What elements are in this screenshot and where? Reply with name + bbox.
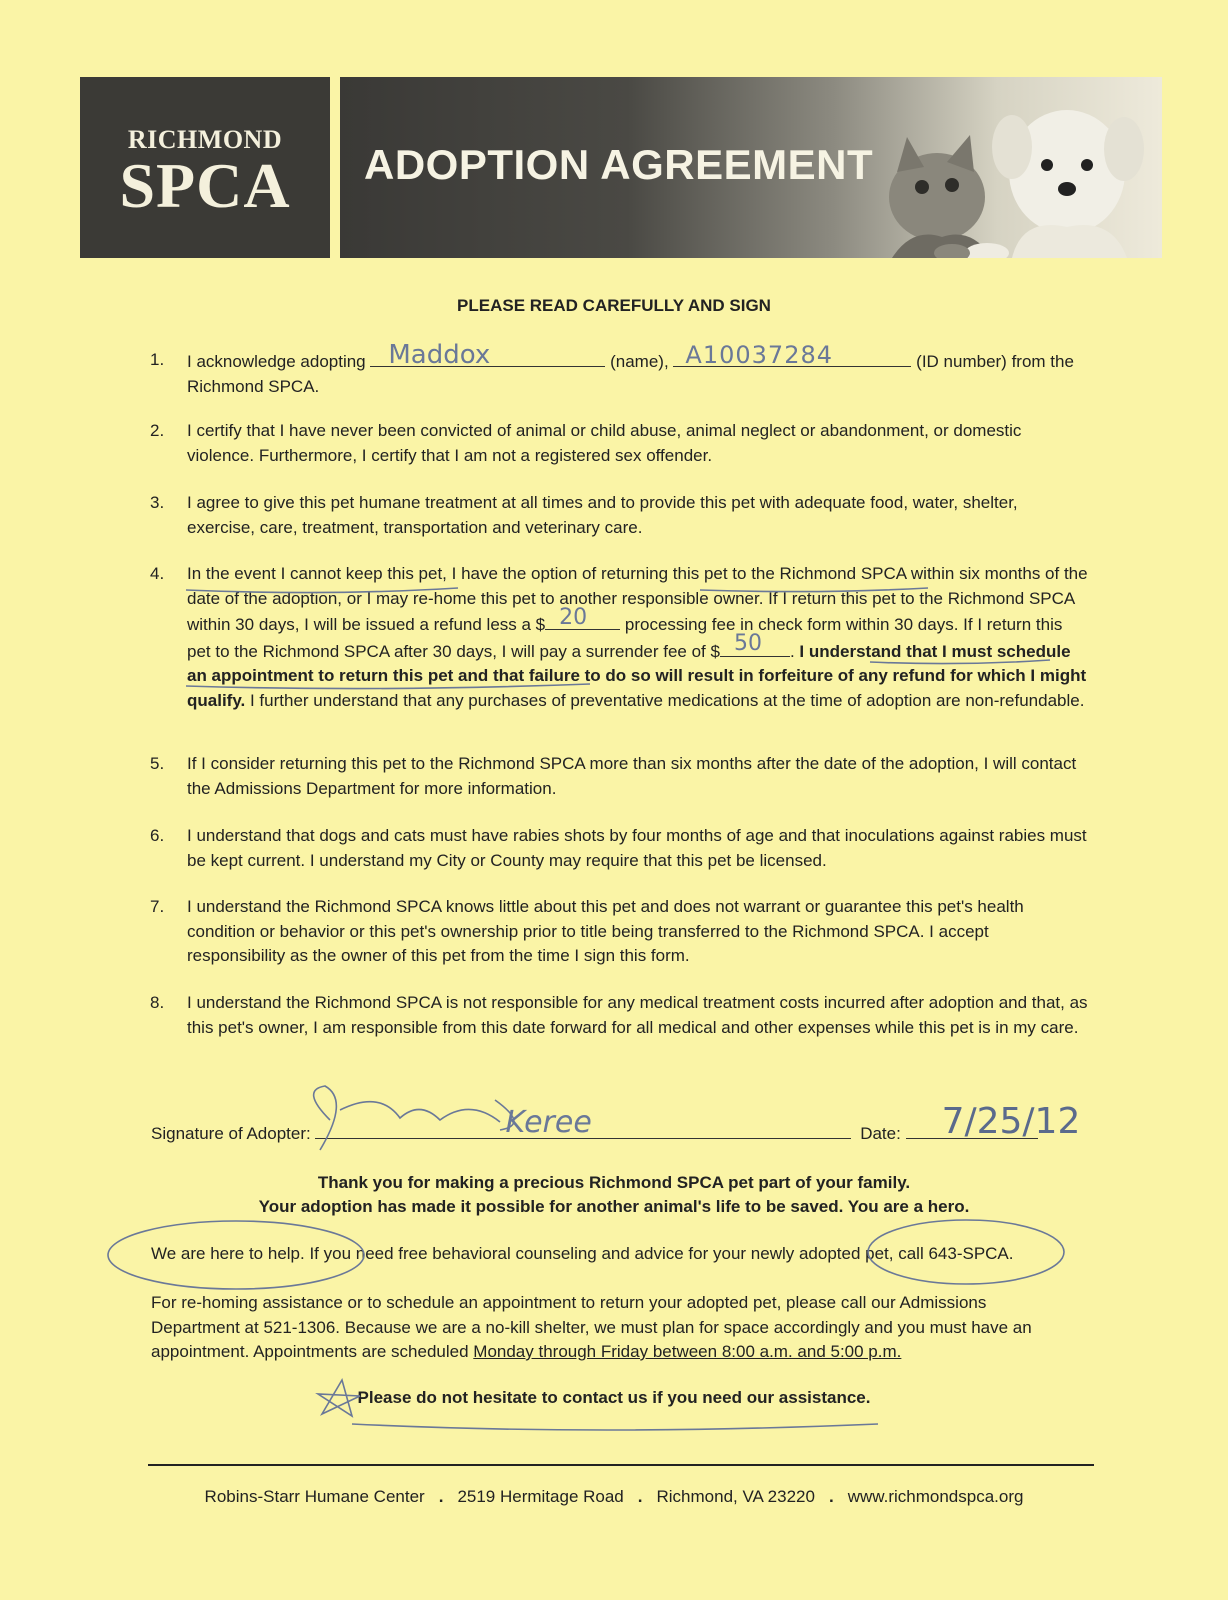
footer: Robins-Starr Humane Center . 2519 Hermitage Road . Richmond, VA 23220 . www.richmondspca.org — [204, 1487, 1024, 1506]
clause-text: I certify that I have never been convicted of animal or child abuse, animal neglect or abandonment, or domestic violence. Furthermore, I certify that I am not a registered sex offender. — [187, 421, 1022, 465]
signature-field[interactable] — [315, 1105, 851, 1140]
thank-you-line-1: Thank you for making a precious Richmond SPCA pet part of your family. — [317, 1173, 911, 1192]
clause-4 — [150, 562, 1090, 713]
office-hours: Monday through Friday between 8:00 a.m. and 5:00 p.m. — [473, 1342, 902, 1361]
spca-logo — [80, 77, 330, 258]
clause-7 — [150, 895, 1090, 969]
clause-text: I understand the Richmond SPCA is not responsible for any medical treatment costs incurred after adoption and that, as this pet's owner, I am responsible from this date forward for all medical and other expenses while this pet is in my care. — [187, 993, 1088, 1037]
logo-spca-text: SPCA — [119, 150, 291, 221]
pet-name-field[interactable] — [370, 339, 605, 370]
clause-text: I acknowledge adopting — [187, 352, 366, 371]
footer-city: Richmond, VA 23220 — [656, 1487, 815, 1506]
clause-text: In the event I cannot keep this pet, I have the option of returning this pet to the Richmond SPCA within six months of the date of the adoption, or I may re-home this pet to another responsible owner. If I return this pet to the Richmond SPCA within 30 days, I will be issued a refund less a $ — [187, 564, 1088, 634]
clause-text: I understand that dogs and cats must have rabies shots by four months of age and that inoculations against rabies must be kept current. I understand my City or County may require that this pet be licensed. — [187, 826, 1087, 870]
clause-5 — [150, 752, 1090, 801]
pet-id-value: A10037284 — [685, 340, 833, 369]
cat-and-dog-photo-icon — [852, 77, 1152, 258]
clause-number: 4. — [150, 564, 165, 583]
footer-center-name: Robins-Starr Humane Center — [204, 1487, 425, 1506]
clause-number: 1. — [150, 350, 165, 369]
page-title: ADOPTION AGREEMENT — [364, 141, 874, 188]
rehoming-body: For re-homing assistance or to schedule an appointment to return your adopted pet, please call our Admissions Department at 521-1306. Because we are a no-kill shelter, we must plan for space accordingly and you must have an appointment. Appointments are scheduled — [151, 1293, 1032, 1361]
clause-6 — [150, 824, 1090, 873]
clause-number: 5. — [150, 754, 165, 773]
clause-number: 7. — [150, 897, 165, 916]
contact-us-line: Please do not hesitate to contact us if you need our assistance. — [357, 1388, 871, 1407]
signature-label: Signature of Adopter: — [151, 1124, 311, 1143]
processing-fee-field[interactable] — [545, 604, 620, 630]
clause-text: I understand the Richmond SPCA knows little about this pet and does not warrant or guarantee this pet's health condition or behavior or this pet's ownership prior to title being transferred to the Richmond SPCA. I accept responsibility as the owner of this pet from the time I sign this form. — [187, 897, 1024, 965]
clause-text: processing fee in check form within 30 days. If I return this pet to the Richmond SPCA after 30 days, I will pay a surrender fee of $ — [187, 615, 1063, 661]
header-banner — [340, 77, 1162, 258]
surrender-fee-value: 50 — [733, 631, 762, 656]
signature-value: Keree — [505, 1105, 592, 1140]
surrender-fee-field[interactable] — [720, 631, 790, 657]
clause-text: I further understand that any purchases of preventative medications at the time of adoption are non-refundable. — [249, 690, 1085, 710]
clause-number: 3. — [150, 493, 165, 512]
date-label: Date: — [860, 1124, 901, 1143]
processing-fee-value: 20 — [559, 604, 588, 630]
clause-number: 6. — [150, 826, 165, 845]
clause-text: . — [789, 641, 795, 661]
name-label: (name), — [610, 352, 669, 371]
clause-text: I agree to give this pet humane treatment at all times and to provide this pet with adequate food, water, shelter, exercise, care, treatment, transportation and veterinary care. — [187, 493, 1018, 537]
id-label: (ID number) from the — [916, 352, 1074, 371]
date-value: 7/25/12 — [941, 1101, 1081, 1142]
pet-id-field[interactable] — [673, 340, 911, 369]
thank-you-line-2: Your adoption has made it possible for another animal's life to be saved. You are a hero. — [258, 1197, 970, 1216]
help-text: We are here to help. If you need free behavioral counseling and advice for your newly adopted pet, call 643-SPCA. — [151, 1244, 1014, 1263]
footer-address: 2519 Hermitage Road — [457, 1487, 624, 1506]
clause-number: 2. — [150, 421, 165, 440]
logo-richmond-text: RICHMOND — [127, 125, 283, 154]
rehoming-text — [151, 1291, 1071, 1365]
signature-row — [151, 1101, 1081, 1144]
footer-website[interactable]: www.richmondspca.org — [847, 1487, 1024, 1506]
pet-name-value: Maddox — [388, 339, 491, 370]
clause-text: Richmond SPCA. — [187, 376, 320, 396]
date-field[interactable] — [906, 1101, 1081, 1142]
clause-number: 8. — [150, 993, 165, 1012]
clause-bold-text: I understand that I must schedule an appointment to return this pet and that failure to do so will result in forfeiture of any refund for which I might qualify. — [187, 641, 1087, 710]
clause-2 — [150, 419, 1090, 468]
underline-stroke — [352, 1424, 878, 1430]
clause-8 — [150, 991, 1090, 1040]
instructions-heading: PLEASE READ CAREFULLY AND SIGN — [457, 296, 771, 315]
clause-text: If I consider returning this pet to the Richmond SPCA more than six months after the date of the adoption, I will contact the Admissions Department for more information. — [187, 754, 1077, 798]
clause-3 — [150, 491, 1090, 540]
footer-divider — [148, 1464, 1094, 1466]
clause-1 — [150, 339, 1090, 399]
